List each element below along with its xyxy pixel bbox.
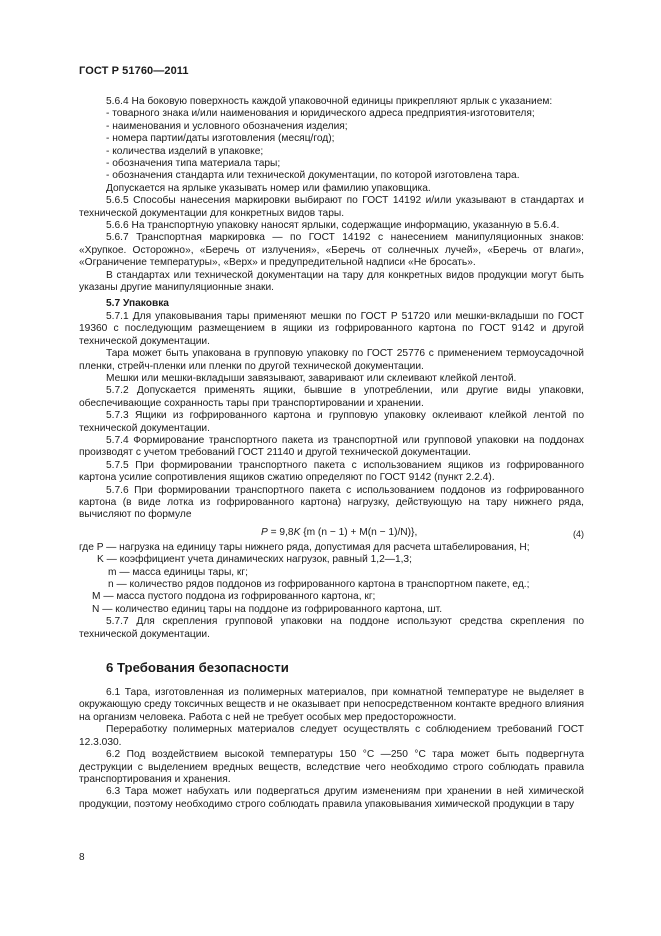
legend-item: N — количество единиц тары на поддоне из гофрированного картона, шт. (92, 603, 443, 615)
formula-k: K (293, 526, 301, 538)
legend-item: M — масса пустого поддона из гофрированного картона, кг; (92, 591, 376, 603)
clause-5-7-7: 5.7.7 Для скрепления групповой упаковки на поддоне используют средства скрепления по технической документации. (79, 616, 584, 640)
list-item: - номера партии/даты изготовления (месяц/год); (106, 133, 335, 145)
label-contents-list (79, 108, 584, 182)
paragraph: Переработку полимерных материалов следует осуществлять с соблюдением требований ГОСТ 12.3.030. (79, 724, 584, 748)
paragraph: Тара может быть упакована в групповую упаковку по ГОСТ 25776 с применением термоусадочной пленки, стрейч-пленки или пленки по другой технической документации. (79, 348, 584, 372)
subsection-heading-5-7: 5.7 Упаковка (106, 297, 169, 309)
list-item: - количества изделий в упаковке; (106, 145, 264, 157)
formula-eq: = 9,8 (267, 526, 294, 538)
clause-5-7-1: 5.7.1 Для упаковывания тары применяют мешки по ГОСТ Р 51720 или мешки-вкладыши по ГОСТ 19360 с последующим размещением в ящики из гофрированного картона по ГОСТ 9142 и другой технической документации. (79, 310, 584, 347)
document-body (79, 96, 584, 811)
clause-5-7-5: 5.7.5 При формировании транспортного пакета с использованием ящиков из гофрированного картона усилие сопротивления ящиков сжатию определяют по ГОСТ 9142 (пункт 2.2.4). (79, 459, 584, 484)
clause-5-6-4: 5.6.4 На боковую поверхность каждой упаковочной единицы прикрепляют ярлык с указанием: (106, 96, 553, 107)
list-item: - обозначения стандарта или технической документации, по которой изготовлена тара. (106, 170, 520, 182)
formula-4 (79, 525, 584, 542)
formula-legend (79, 542, 584, 616)
clause-5-7-2: 5.7.2 Допускается применять ящики, бывшие в употреблении, или другие виды упаковки, обеспечивающие сохранность тары при транспортировании и хранении. (79, 385, 584, 409)
clause-6-1: 6.1 Тара, изготовленная из полимерных материалов, при комнатной температуре не выделяет в окружающую среду токсичных веществ и не оказывает при непосредственном контакте вредного влияния на организм человека. Работа с ней не требует особых мер предосторожности. (79, 687, 584, 723)
list-item: - товарного знака и/или наименования и юридического адреса предприятия-изготовителя; (106, 108, 535, 120)
legend-item: m — масса единицы тары, кг; (108, 566, 248, 578)
paragraph: Мешки или мешки-вкладыши завязывают, заваривают или склеивают клейкой лентой. (106, 372, 517, 384)
paragraph: Допускается на ярлыке указывать номер или фамилию упаковщика. (106, 182, 431, 194)
clause-5-7-4: 5.7.4 Формирование транспортного пакета из транспортной или групповой упаковки на поддонах производят с учетом требований ГОСТ 21140 и другой технической документации. (79, 434, 584, 459)
clause-5-6-6: 5.6.6 На транспортную упаковку наносят ярлыки, содержащие информацию, указанную в 5.6.4. (106, 220, 560, 232)
formula-lhs: P (261, 526, 268, 538)
list-item: - обозначения типа материала тары; (106, 158, 281, 170)
paragraph: В стандартах или технической документации на тару для конкретных видов продукции могут быть указаны другие манипуляционные знаки. (79, 269, 584, 294)
legend-item: n — количество рядов поддонов из гофрированного картона в транспортном пакете, ед.; (108, 579, 530, 591)
clause-5-7-6: 5.7.6 При формировании транспортного пакета с использованием поддонов из гофрированного картона (в виде лотка из гофрированного картона) нагрузку, действующую на тару нижнего ряда, вычисляют по формуле (79, 484, 584, 521)
page-number: 8 (79, 852, 85, 863)
formula-number: (4) (573, 528, 584, 539)
clause-6-2: 6.2 Под воздействием высокой температуры 150 °С —250 °С тара может быть подвергнута деструкции с выделением вредных веществ, вследствие чего необходимо строго соблюдать правила транспортирования и хранения. (79, 749, 584, 785)
legend-item: где P — нагрузка на единицу тары нижнего ряда, допустимая для расчета штабелирования, Н; (79, 541, 530, 553)
clause-6-3: 6.3 Тара может набухать или подвергаться другим изменениям при хранении в ней химической продукции, поэтому необходимо строго соблюдать правила упаковывания химической продукции в тару (79, 786, 584, 810)
legend-item: K — коэффициент учета динамических нагрузок, равный 1,2—1,3; (97, 554, 412, 566)
section-heading-6: 6 Требования безопасности (106, 660, 289, 676)
formula-expression (261, 527, 417, 539)
clause-5-6-5: 5.6.5 Способы нанесения маркировки выбирают по ГОСТ 14192 и/или указывают в стандартах и технической документации для конкретных видов тары. (79, 195, 584, 219)
clause-5-7-3: 5.7.3 Ящики из гофрированного картона и групповую упаковку оклеивают клейкой лентой по технической документации. (79, 410, 584, 434)
clause-5-6-7: 5.6.7 Транспортная маркировка — по ГОСТ 14192 с нанесением манипуляционных знаков: «Хрупкое. Осторожно», «Беречь от излучения», «Беречь от солнечных лучей», «Беречь от влаги», «Ограничение температуры», «Верх» и предупредительной надписи «Не бросать». (79, 232, 584, 269)
formula-body: {m (n − 1) + M(n − 1)/N)}, (300, 526, 418, 538)
document-header: ГОСТ Р 51760—2011 (79, 65, 189, 77)
list-item: - наименования и условного обозначения изделия; (106, 120, 348, 132)
